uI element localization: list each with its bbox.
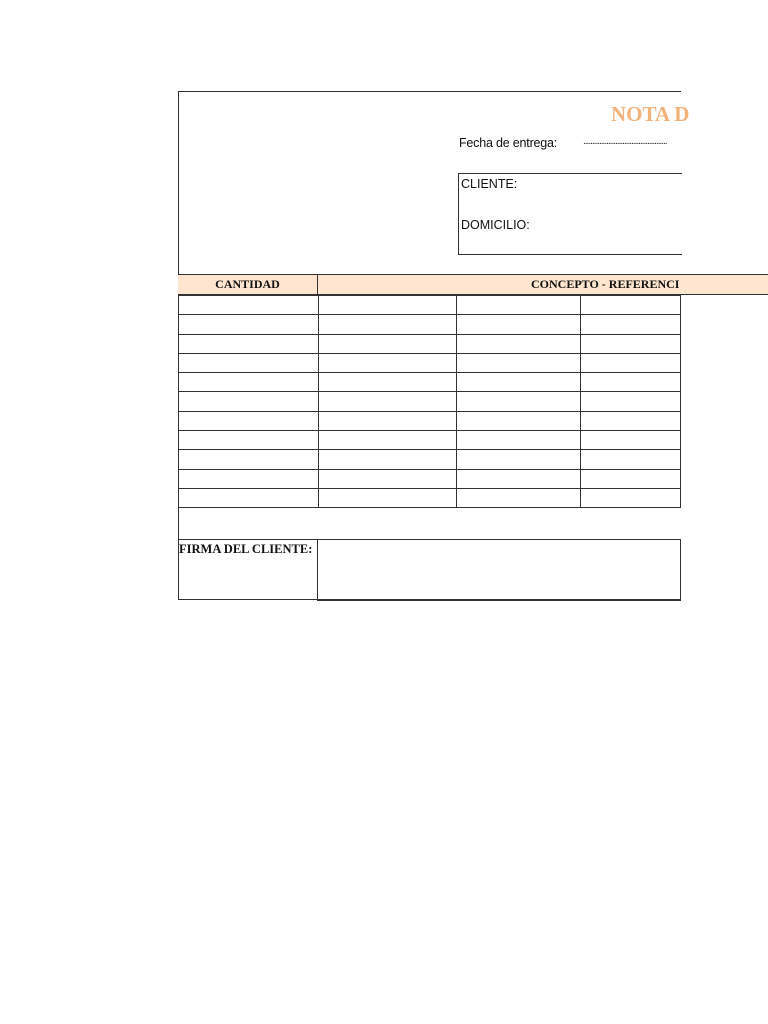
- table-cell[interactable]: [457, 411, 581, 430]
- table-cell[interactable]: [581, 431, 681, 450]
- table-cell[interactable]: [179, 373, 319, 392]
- table-cell[interactable]: [318, 353, 457, 372]
- table-cell[interactable]: [457, 431, 581, 450]
- items-header: [178, 274, 768, 295]
- table-cell[interactable]: [457, 469, 581, 488]
- table-cell[interactable]: [179, 488, 319, 507]
- table-cell[interactable]: [581, 315, 681, 334]
- table-cell[interactable]: [581, 353, 681, 372]
- table-cell[interactable]: [179, 315, 319, 334]
- table-cell[interactable]: [457, 373, 581, 392]
- column-header-cantidad: CANTIDAD: [215, 277, 280, 291]
- document-title: NOTA D: [611, 102, 690, 126]
- table-row: [179, 373, 681, 392]
- table-cell[interactable]: [581, 411, 681, 430]
- table-cell[interactable]: [581, 450, 681, 469]
- table-cell[interactable]: [581, 334, 681, 353]
- table-cell[interactable]: [318, 431, 457, 450]
- column-header-concepto: CONCEPTO - REFERENCI: [531, 277, 680, 291]
- table-row: [179, 315, 681, 334]
- table-row: [179, 296, 681, 315]
- table-row: [179, 431, 681, 450]
- table-cell[interactable]: [318, 392, 457, 411]
- signature-box[interactable]: [317, 539, 681, 601]
- table-cell[interactable]: [179, 296, 319, 315]
- table-row: [179, 488, 681, 507]
- table-cell[interactable]: [318, 488, 457, 507]
- table-cell[interactable]: [318, 373, 457, 392]
- table-row: [179, 469, 681, 488]
- table-cell[interactable]: [457, 315, 581, 334]
- table-cell[interactable]: [179, 431, 319, 450]
- header-divider: [317, 275, 318, 294]
- delivery-date-field[interactable]: ...............................................: [583, 136, 667, 147]
- table-cell[interactable]: [581, 488, 681, 507]
- client-label: CLIENTE:: [461, 177, 518, 191]
- table-cell[interactable]: [179, 353, 319, 372]
- table-cell[interactable]: [179, 450, 319, 469]
- delivery-date-label: Fecha de entrega:: [459, 136, 558, 150]
- table-cell[interactable]: [581, 392, 681, 411]
- table-cell[interactable]: [179, 411, 319, 430]
- table-cell[interactable]: [318, 315, 457, 334]
- table-cell[interactable]: [179, 392, 319, 411]
- signature-row: [178, 539, 681, 600]
- table-cell[interactable]: [179, 469, 319, 488]
- table-cell[interactable]: [457, 296, 581, 315]
- items-table: [178, 295, 681, 508]
- table-row: [179, 411, 681, 430]
- table-cell[interactable]: [581, 373, 681, 392]
- table-cell[interactable]: [318, 296, 457, 315]
- table-row: [179, 450, 681, 469]
- table-cell[interactable]: [457, 488, 581, 507]
- table-cell[interactable]: [457, 334, 581, 353]
- table-cell[interactable]: [318, 469, 457, 488]
- table-cell[interactable]: [581, 469, 681, 488]
- table-cell[interactable]: [457, 450, 581, 469]
- table-cell[interactable]: [318, 450, 457, 469]
- table-cell[interactable]: [318, 411, 457, 430]
- table-cell[interactable]: [457, 392, 581, 411]
- table-cell[interactable]: [179, 334, 319, 353]
- signature-label: FIRMA DEL CLIENTE:: [179, 542, 313, 556]
- table-cell[interactable]: [457, 353, 581, 372]
- client-info-box: [458, 173, 682, 255]
- table-row: [179, 334, 681, 353]
- table-cell[interactable]: [581, 296, 681, 315]
- address-label: DOMICILIO:: [461, 218, 530, 232]
- table-cell[interactable]: [318, 334, 457, 353]
- table-row: [179, 353, 681, 372]
- table-row: [179, 392, 681, 411]
